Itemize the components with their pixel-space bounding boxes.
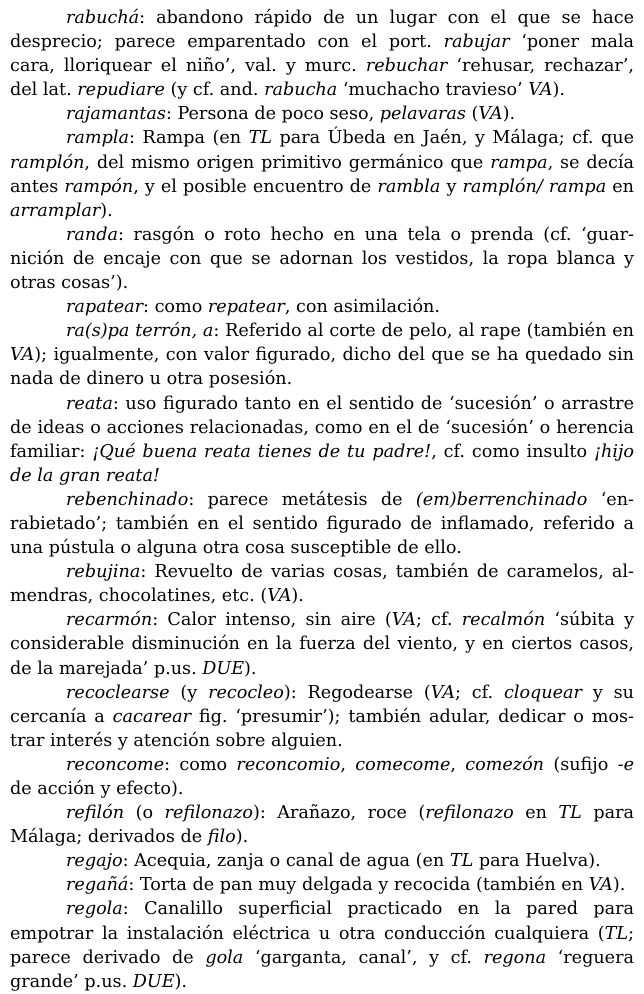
entry-text: ); igualmente, con valor figurado, dicho del que se ha quedado sin nada de dinero u otra posesión. — [10, 345, 634, 390]
entry-text: ‘enrabietado’; también en el sentido figurado de inflamado, referido a una pústula o alguna otra cosa susceptible de ello. — [10, 489, 634, 559]
italic-term: recocleo — [208, 682, 284, 703]
entry-text: : uso figurado tanto en el sentido de ‘sucesión’ o arrastre de ideas o acciones relacionadas, como en el de ‘sucesión’ o herencia familiar: — [10, 393, 634, 462]
italic-term: rampla — [66, 128, 129, 149]
italic-term: rampa — [490, 152, 548, 173]
entry-text: ; parece derivado de — [10, 923, 634, 968]
entry-text: en — [606, 176, 634, 197]
entry-text: y — [440, 176, 463, 197]
entry-refilon — [10, 801, 634, 849]
entry-regana — [10, 873, 634, 897]
entry-text: ; cf. — [454, 682, 504, 703]
italic-term: ¡hijo de la gran reata! — [10, 441, 635, 486]
entry-text: ‘súbita y considerable disminución en la fuerza del viento, y en ciertos casos, de la marejada’ p.us. — [10, 610, 635, 679]
italic-term: filo — [207, 827, 236, 848]
entry-text: ). — [244, 658, 257, 679]
entry-text: ‘reguera grande’ p.us. — [10, 947, 634, 992]
italic-term: DUE — [132, 971, 175, 992]
italic-term: reata — [66, 393, 113, 414]
italic-term: ¡Qué buena reata tienes de tu padre! — [92, 441, 432, 462]
entry-text: de acción y efecto). — [10, 779, 184, 799]
entry-text: , se decía antes — [10, 152, 634, 197]
italic-term: ramplón — [10, 152, 85, 173]
italic-term: TL — [558, 803, 582, 824]
entry-text: ). — [612, 875, 626, 896]
entry-text: ). — [174, 971, 188, 992]
italic-term: reconcome — [66, 754, 165, 775]
italic-term: gola — [205, 947, 244, 968]
italic-term: repatear — [207, 297, 285, 318]
entry-rampla — [10, 126, 634, 222]
italic-term: recoclearse — [66, 682, 170, 703]
entry-raspa-terron — [10, 319, 634, 391]
italic-term: -e — [617, 754, 634, 775]
italic-term: regañá — [66, 875, 129, 896]
italic-term: rajamantas — [66, 104, 166, 125]
italic-term: refilonazo — [164, 803, 253, 824]
italic-term: regajo — [66, 851, 123, 872]
entry-text: , — [450, 754, 466, 775]
italic-term: rebujina — [66, 562, 141, 583]
entry-text: (sufijo — [544, 754, 618, 775]
entry-text: , del mismo origen primitivo germánico que — [84, 152, 491, 173]
entry-text: : como — [164, 754, 237, 775]
italic-term: randa — [66, 224, 118, 245]
entry-text: (y — [169, 682, 209, 703]
entry-text: (o — [124, 803, 165, 824]
entry-text: : parece metátesis de — [188, 489, 416, 510]
entry-regajo — [10, 849, 634, 873]
entry-text: : abandono rápido de un lugar con el que se hace desprecio; parece emparentado con el port. — [10, 8, 634, 53]
entry-text: : como — [143, 297, 208, 318]
entry-text: y su cercanía a — [10, 682, 634, 727]
entry-reconcome — [10, 753, 634, 801]
italic-term: recalmón — [461, 610, 546, 631]
entry-text: , cf. como insulto — [431, 441, 594, 462]
italic-term: refilonazo — [425, 803, 514, 824]
italic-term: (em)berrenchinado — [415, 489, 588, 510]
entry-text: ). — [291, 586, 304, 607]
entry-text: ). — [552, 80, 565, 101]
italic-term: rebenchinado — [66, 489, 189, 510]
italic-term: VA — [430, 682, 455, 703]
entry-text: : Torta de pan muy delgada y recocida (también en — [128, 875, 589, 896]
italic-term: regona — [483, 947, 547, 968]
italic-term: VA — [391, 610, 416, 631]
italic-term: rabujar — [443, 32, 510, 53]
entry-text: para Úbeda en Jaén, y Málaga; cf. que — [271, 128, 635, 149]
entry-text: : Rampa (en — [128, 128, 249, 149]
entry-text: , y el posible encuentro de — [133, 176, 378, 197]
entry-text: ‘muchacho travieso’ — [337, 80, 529, 101]
entry-text: ‘rehusar, rechazar’, del lat. — [10, 56, 635, 101]
entry-reata — [10, 392, 634, 488]
italic-term: rabucha — [264, 80, 338, 101]
italic-term: DUE — [202, 658, 245, 679]
italic-term: cloquear — [503, 682, 582, 703]
entry-text: en — [513, 803, 559, 824]
entry-text: ( — [465, 104, 479, 125]
italic-term: VA — [267, 586, 292, 607]
entry-rebenchinado — [10, 488, 634, 560]
italic-term: regola — [66, 899, 123, 920]
entry-text: fig. ‘presumir’); también adular, dedicar o mostrar interés y atención sobre alguien. — [10, 706, 634, 751]
italic-term: reconcomio — [236, 754, 341, 775]
entry-text: ): Arañazo, roce ( — [253, 803, 426, 824]
italic-term: refilón — [66, 803, 125, 824]
entry-text: ‘garganta, canal’, y cf. — [243, 947, 484, 968]
entry-rajamantas — [10, 102, 634, 126]
entry-text: ). — [100, 200, 113, 221]
entry-text: para Málaga; derivados de — [10, 803, 634, 848]
italic-term: recarmón — [66, 610, 153, 631]
entry-text: : Acequia, zanja o canal de agua (en — [122, 851, 450, 872]
entry-rabucha — [10, 6, 634, 102]
italic-term: VA — [528, 80, 553, 101]
italic-term: rebuchar — [365, 56, 448, 77]
italic-term: repudiare — [77, 80, 165, 101]
entry-text: , con asimilación. — [284, 297, 440, 318]
entry-text: , — [340, 754, 356, 775]
entry-regola — [10, 897, 634, 993]
italic-term: VA — [478, 104, 503, 125]
entry-text: ). — [502, 104, 516, 125]
entry-text: ; cf. — [415, 610, 462, 631]
entry-text: ): Regodearse ( — [283, 682, 431, 703]
italic-term: rambla — [377, 176, 441, 197]
italic-term: VA — [588, 875, 613, 896]
entry-randa — [10, 223, 634, 295]
entry-rapatear — [10, 295, 634, 319]
italic-term: TL — [604, 923, 629, 944]
entry-rebujina — [10, 560, 634, 608]
entry-text: : Canalillo superficial practicado en la pared para empotrar la instalación eléctrica u otra conducción cualquiera ( — [10, 899, 634, 944]
italic-term: arramplar — [10, 200, 101, 221]
italic-term: TL — [449, 851, 474, 872]
entry-text: (y cf. and. — [164, 80, 265, 101]
italic-term: rapatear — [66, 297, 144, 318]
italic-term: VA — [10, 345, 35, 366]
italic-term: rabuchá — [66, 8, 140, 28]
italic-term: cacarear — [112, 706, 192, 727]
italic-term: rampón — [64, 176, 134, 197]
italic-term: ramplón/ rampa — [462, 176, 607, 197]
italic-term: comecome — [355, 754, 451, 775]
italic-term: ra(s)pa terrón, a — [66, 321, 214, 342]
italic-term: pelavaras — [379, 104, 466, 125]
entry-text: : rasgón o roto hecho en una tela o prenda (cf. ‘guarnición de encaje con que se adornan los vestidos, la ropa blanca y otras cosas’). — [10, 224, 634, 294]
italic-term: comezón — [465, 754, 545, 775]
entry-text: : Persona de poco seso, — [165, 104, 380, 125]
entry-text: : Referido al corte de pelo, al rape (también en — [213, 321, 634, 342]
entry-text: : Revuelto de varias cosas, también de caramelos, almendras, chocolatines, etc. ( — [10, 562, 634, 607]
entry-text: : Calor intenso, sin aire ( — [152, 610, 392, 631]
entry-text: para Huelva). — [473, 851, 601, 872]
entry-text: ). — [235, 827, 249, 848]
italic-term: TL — [248, 128, 272, 149]
entry-text: ‘poner mala cara, lloriquear el niño’, val. y murc. — [10, 32, 635, 77]
entry-recarmon — [10, 608, 634, 680]
entry-recoclearse — [10, 681, 634, 753]
